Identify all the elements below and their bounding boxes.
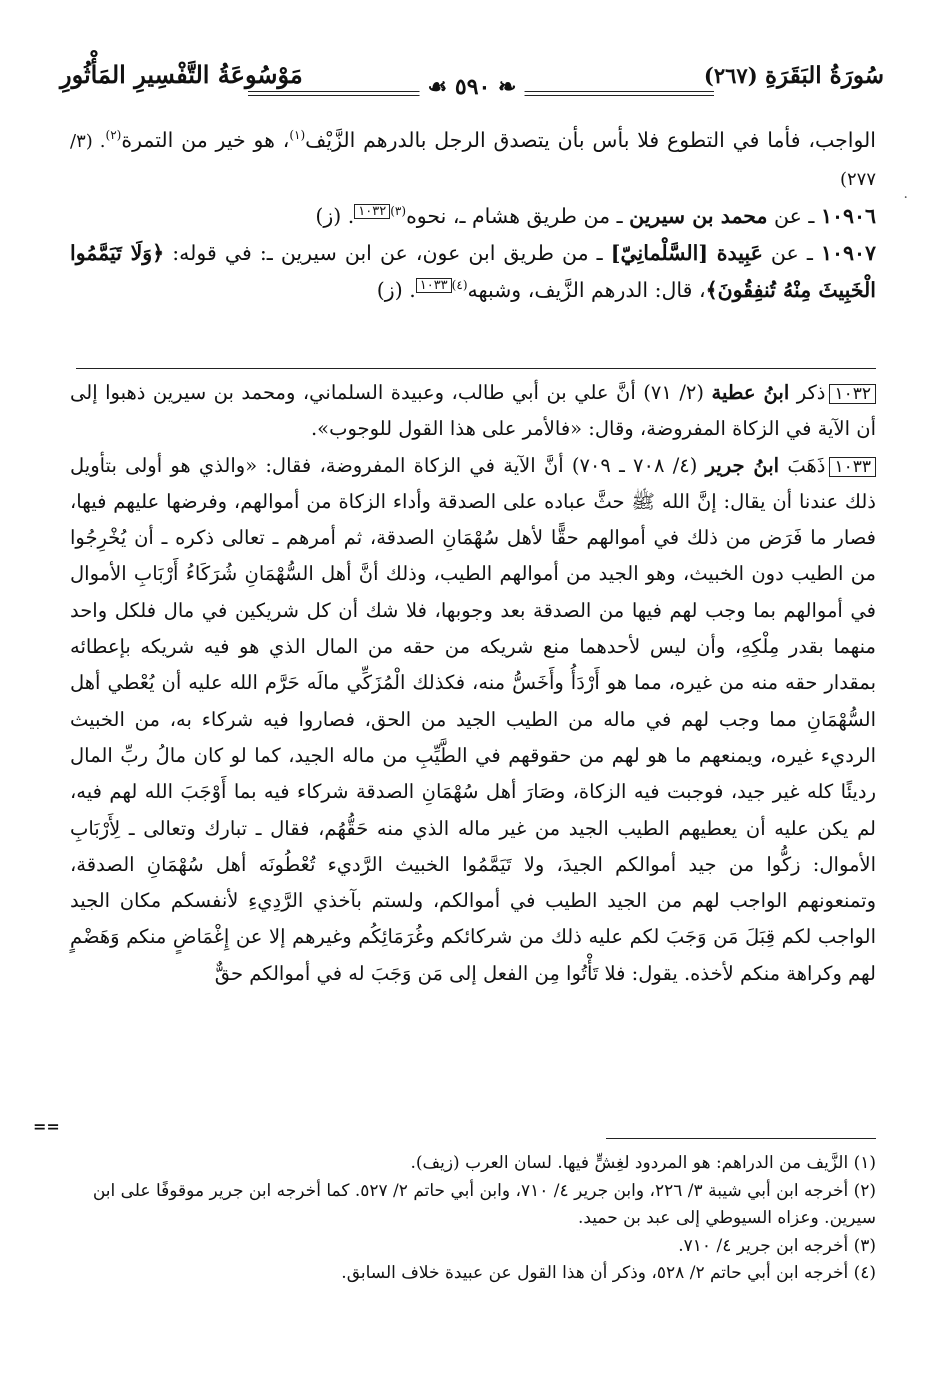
text-run: ذَهَبَ [779, 453, 826, 477]
page-number-value: ٥٩٠ [454, 74, 491, 100]
commentary-divider [76, 368, 876, 369]
text-run: . (ز) [315, 204, 355, 228]
footnote-ref[interactable]: (٢) [105, 128, 122, 143]
ornament-icon: ☙ [427, 74, 455, 100]
commentary-number-box: ١٠٣٢ [829, 384, 876, 404]
paragraph-continuation [70, 122, 876, 198]
scholar-name: ابنُ جرير [705, 453, 780, 477]
main-text [70, 122, 876, 309]
text-run: ذكر [789, 381, 826, 404]
text-run: ـ عن [767, 204, 821, 228]
commentary-ref-box[interactable]: ١٠٣٢ [354, 204, 390, 219]
scholar-name: ابنُ عطية [711, 381, 790, 404]
narration-number: ١٠٩٠٦ [820, 204, 876, 228]
text-run: (٤/ ٧٠٨ ـ ٧٠٩) أنَّ الآية في الزكاة المفروضة، فقال: «والذي هو أولى بتأويل ذلك عندنا أن يقال: إنَّ الله ﷺ حثَّ عباده على الصدقة وأداء الزكاة من أموالهم، وفرضها عليهم فيها، فصار ما فَرَض من ذلك في أموالهم حقًّا لأهل سُهْمَانِ الصدقة، ثم أمرهم ـ تعالى ذكره ـ أن يُخْرِجُوا من الطيب دون الخبيث، وهو الجيد من أموالهم الطيب، وذلك أنَّ أهل السُّهْمَانِ شُرَكَاءُ أَرْبَابِ الأموال في أموالهم بما وجب لهم فيها من الصدقة بعد وجوبها، فلا شك أن كل شريكين في مال فلكل واحد منهما بقدر مِلْكِهِ، وأن ليس لأحدهما منع شريكه من حقه من المال الذي هو فيه شريكه بإعطائه بمقدار حقه منه من غيره، مما هو أَرْدَأُ وأَخَسُّ منه، فكذلك الْمُزَكِّي مالَه حَرَّم الله عليه أن يُعْطي أهل السُّهْمَانِ مما وجب لهم في ماله من الطيب الجيد من الحق، فصاروا فيه شركاء به، من الخبيث الرديء غيره، ويمنعهم ما هو لهم من حقوقهم في الطَّيِّبِ من ماله الجيد، كما لو كان مالُ ربِّ المال رديئًا كله غير جيد، فوجبت فيه الزكاة، وصَارَ أهل سُهْمَانِ الصدقة شركاء فيه بما أَوْجَبَ الله لهم فيه، لم يكن عليه أن يعطيهم الطيب الجيد من غير ماله الذي منه حَقُّهُم، فقال ـ تبارك وتعالى ـ لِأَرْبَابِ الأموال: زكُّوا من جيد أموالكم الجيدَ، ولا تَيَمَّمُوا الخبيث الرَّديء تُعْطُونَه أهل سُهْمَانِ الصدقة، وتمنعونهم الواجب لهم من الجيد الطيب في أموالكم، ولستم بآخذي الرَّدِيءِ لأنفسكم مكان الجيد الواجب لكم قِبَلَ مَن وَجَبَ لكم عليه ذلك من شركائكم وغُرَمَائِكُم وغيرهم إلا عن إِغْمَاضٍ منكم وَهَضْمٍ لهم وكراهة منكم لأخذه. يقول: فلا تَأْتُوا مِن الفعل إلى مَن وَجَبَ له في أموالكم حقٌّ [70, 453, 876, 985]
narration-10907 [70, 235, 876, 309]
text-run: ، هو خير من التمرة [121, 128, 290, 152]
commentary-1032 [70, 375, 876, 448]
narration-10906 [70, 198, 876, 235]
footnote-item: (١) الزَّيف من الدراهم: هو المردود لغِشٍّ فيها. لسان العرب (زيف). [410, 1153, 876, 1173]
text-run: (٢/ ٧١) أنَّ علي بن أبي طالب، وعبيدة السلماني، ومحمد بن سيرين ذهبوا إلى أن الآية في الزكاة المفروضة، وقال: «فالأمر على هذا القول للوجوب». [70, 381, 876, 441]
ornament-icon: ❧ [490, 74, 517, 100]
book-title: مَوْسُوعَةُ التَّفْسِيرِ المَأْثُورِ [60, 60, 303, 89]
commentary-number-box: ١٠٣٣ [829, 457, 876, 477]
verse-reference: (٢٦٧) [703, 63, 758, 88]
footnote-item: (٣) أخرجه ابن جرير ٤/ ٧١٠. [678, 1235, 876, 1256]
margin-mark: · [903, 190, 908, 206]
narration-number: ١٠٩٠٧ [820, 241, 876, 265]
narrator-name: محمد بن سيرين [629, 204, 768, 228]
text-run: الواجب، فأما في التطوع فلا بأس بأن يتصدق الرجل بالدرهم الزَّيْف [305, 128, 876, 152]
continuation-mark: == [33, 1117, 60, 1136]
commentary-ref-box[interactable]: ١٠٣٣ [416, 278, 452, 293]
quran-verse: ﴿وَلَا تَيَمَّمُوا الْخَبِيثَ مِنْهُ تُنفِقُونَ﴾ [70, 241, 876, 302]
footnote-ref[interactable]: (١) [289, 128, 306, 143]
text-run: . (ز) [376, 278, 416, 302]
text-run: ـ من طريق هشام ـ، نحوه [406, 204, 630, 228]
commentary-1033 [70, 448, 876, 992]
text-run: ـ عن [762, 241, 821, 265]
narrator-name: عَبِيدة [السَّلْمانِيّ] [610, 241, 763, 265]
page-number [420, 74, 525, 100]
footnotes [70, 1150, 876, 1288]
footnote-ref[interactable]: (٤) [451, 278, 468, 293]
running-header [60, 58, 884, 98]
footnote-divider [606, 1138, 876, 1139]
text-run: ـ من طريق ابن عون، عن ابن سيرين ـ: في قوله: [164, 241, 611, 265]
footnote-ref[interactable]: (٣) [390, 204, 407, 219]
footnote-item: (٤) أخرجه ابن أبي حاتم ٢/ ٥٢٨، وذكر أن هذا القول عن عبيدة خلاف السابق. [341, 1263, 876, 1283]
sura-heading [704, 62, 884, 89]
footnote-item: (٢) أخرجه ابن أبي شيبة ٣/ ٢٢٦، وابن جرير ٤/ ٧١٠، وابن أبي حاتم ٢/ ٥٢٧. كما أخرجه ابن جرير موقوفًا على ابن سيرين. وعزاه السيوطي إلى عبد بن حميد. [92, 1180, 876, 1228]
sura-name: سُورَةُ البَقَرَةِ [764, 62, 884, 89]
text-run: ، قال: الدرهم الزَّيف، وشبهه [467, 278, 706, 302]
commentary-section [70, 375, 876, 992]
source-ref: . (٣/ ٢٧٧) [70, 131, 876, 190]
